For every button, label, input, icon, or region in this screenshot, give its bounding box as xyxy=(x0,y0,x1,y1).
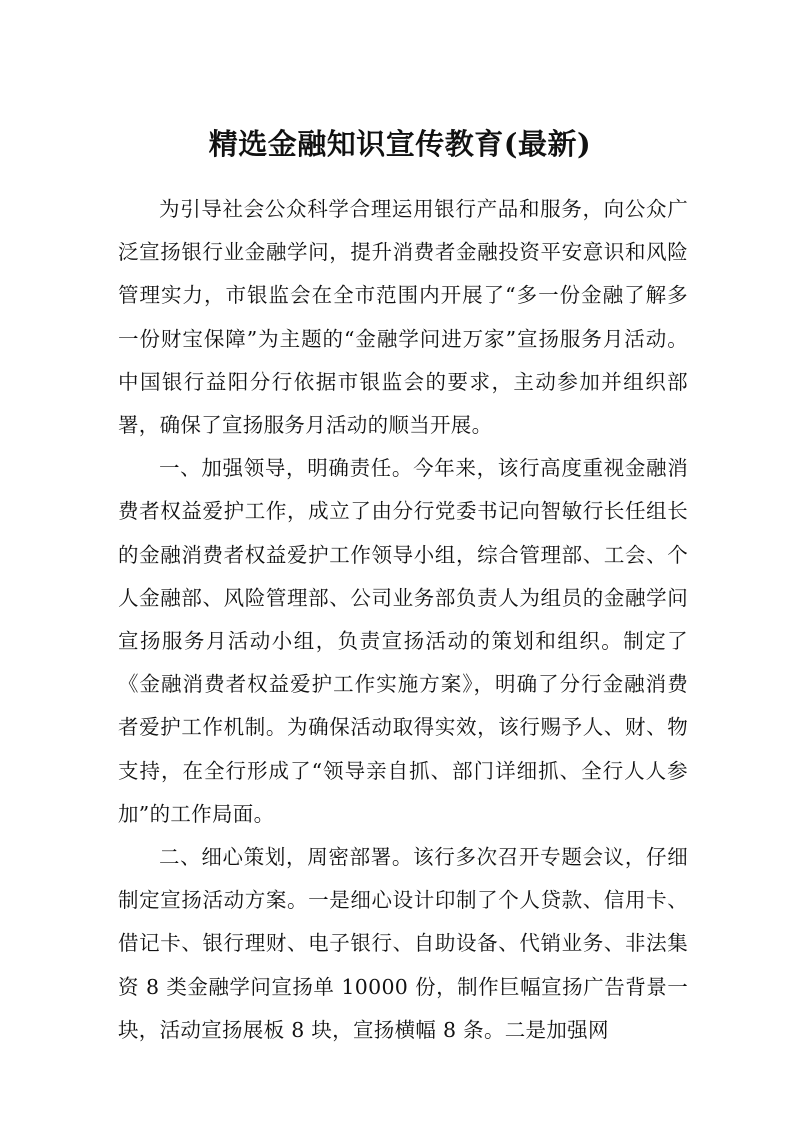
paragraph-leadership: 一、加强领导，明确责任。今年来，该行高度重视金融消费者权益爱护工作，成立了由分行党委书记向智敏行长任组长的金融消费者权益爱护工作领导小组，综合管理部、工会、个人金融部、风险管理部、公司业务部负责人为组员的金融学问宣扬服务月活动小组，负责宣扬活动的策划和组织。制定了《金融消费者权益爱护工作实施方案》，明确了分行金融消费者爱护工作机制。为确保活动取得实效，该行赐予人、财、物支持，在全行形成了“领导亲自抓、部门详细抓、全行人人参加”的工作局面。 xyxy=(118,456,688,826)
document-body xyxy=(118,188,688,1052)
document-title: 精选金融知识宣传教育(最新) xyxy=(208,127,592,161)
paragraph-intro: 为引导社会公众科学合理运用银行产品和服务，向公众广泛宣扬银行业金融学问，提升消费者金融投资平安意识和风险管理实力，市银监会在全市范围内开展了“多一份金融了解多一份财宝保障”为主题的“金融学问进万家”宣扬服务月活动。中国银行益阳分行依据市银监会的要求，主动参加并组织部署，确保了宣扬服务月活动的顺当开展。 xyxy=(118,197,688,438)
paragraph-planning: 二、细心策划，周密部署。该行多次召开专题会议，仔细制定宣扬活动方案。一是细心设计印制了个人贷款、信用卡、借记卡、银行理财、电子银行、自助设备、代销业务、非法集资 8 类金融学问宣扬单 10000 份，制作巨幅宣扬广告背景一块，活动宣扬展板 8 块，宣扬横幅 8 条。二是加强网 xyxy=(118,845,688,1042)
